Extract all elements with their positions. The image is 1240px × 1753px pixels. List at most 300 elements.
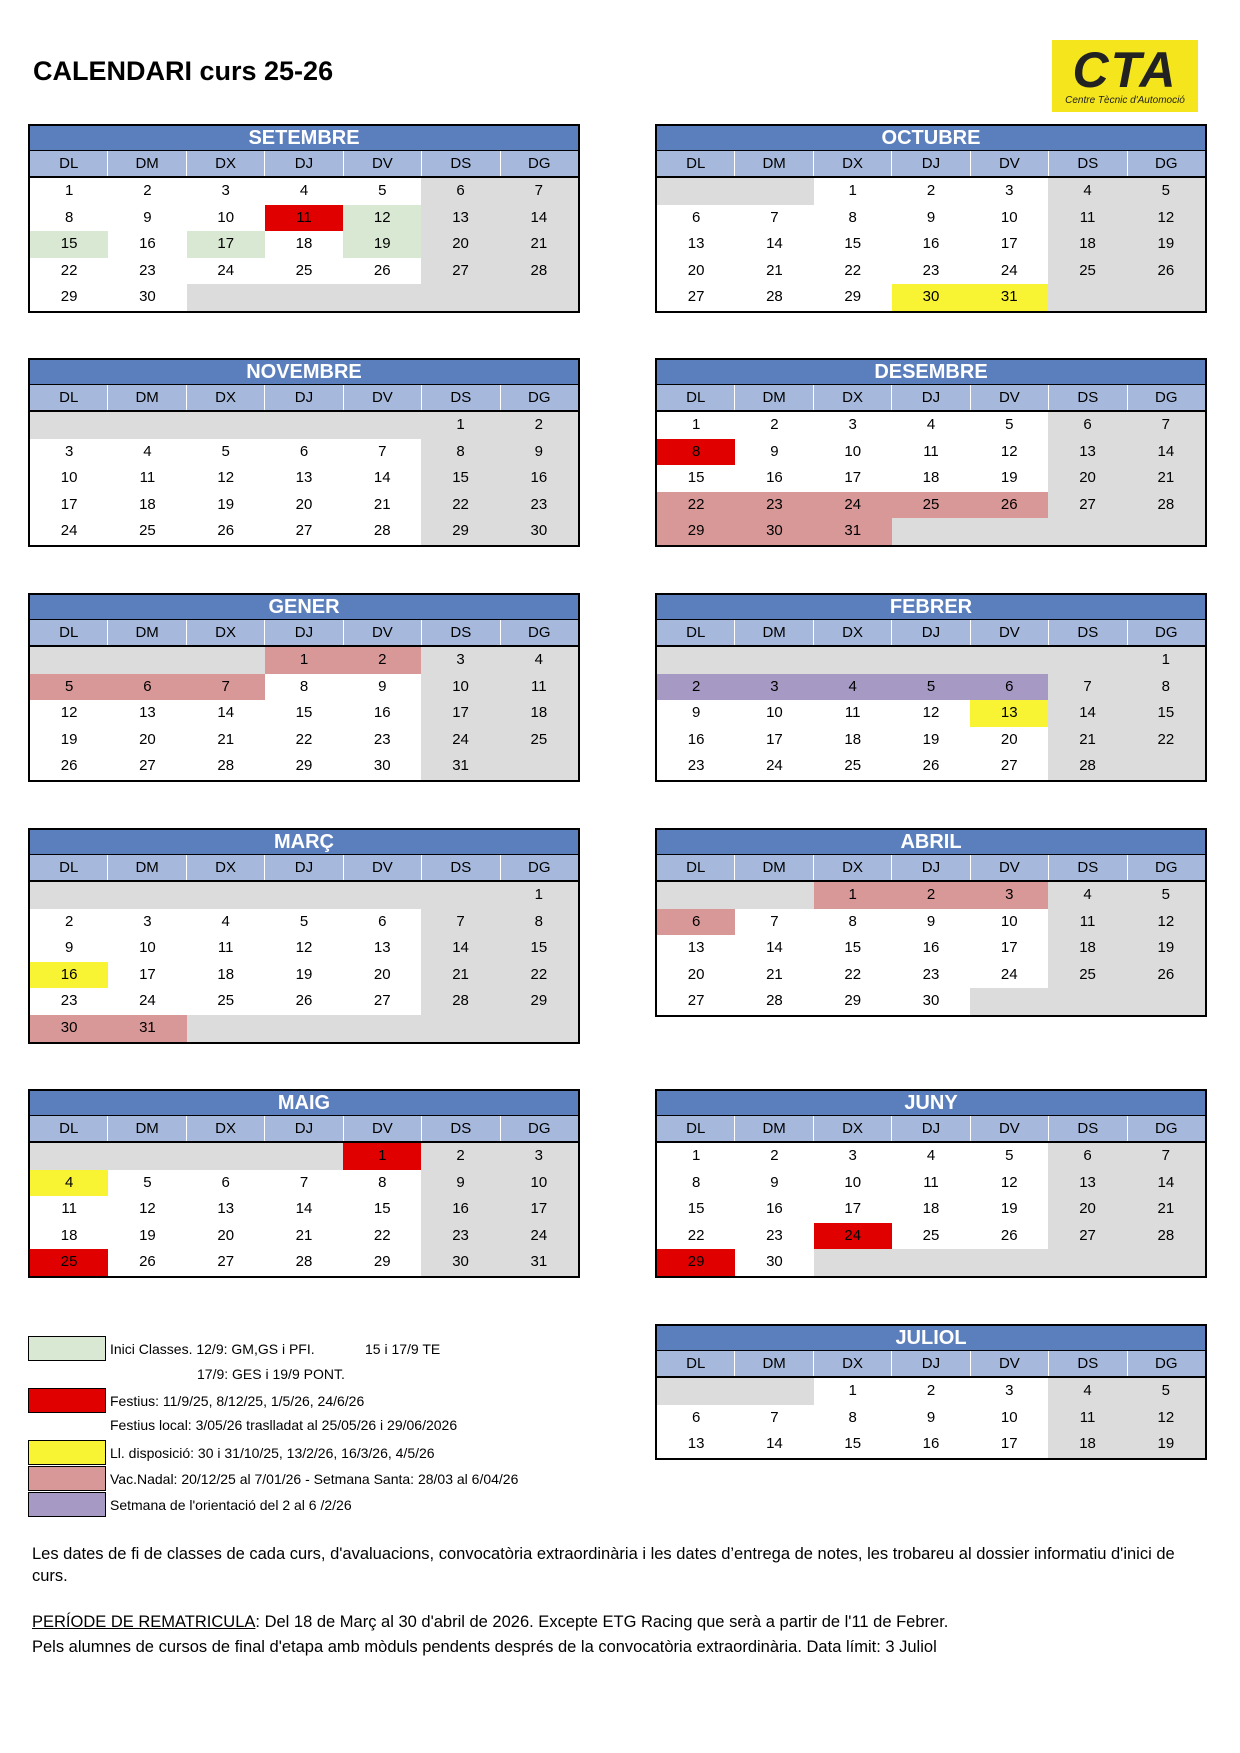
day-cell: 13 xyxy=(421,205,499,232)
day-cell: 16 xyxy=(373,704,391,722)
day-cell: 21 xyxy=(373,495,391,513)
weekday-dg: DG xyxy=(1127,855,1205,880)
day-cell: 13 xyxy=(1048,439,1126,466)
day-cell: 6 xyxy=(421,178,499,205)
day-cell: 14 xyxy=(1127,1170,1205,1197)
day-cell: 26 xyxy=(139,1253,156,1271)
empty-cell xyxy=(657,882,735,909)
day-cell: 27 xyxy=(687,992,705,1010)
week-row xyxy=(657,1170,1205,1197)
week-row xyxy=(30,1223,578,1250)
day-cell: 23 xyxy=(500,492,578,519)
day-cell: 28 xyxy=(500,258,578,285)
day-cell: 12 xyxy=(1127,1405,1205,1432)
weekday-dl: DL xyxy=(686,389,706,406)
day-cell: 15 xyxy=(295,704,313,722)
day-cell: 20 xyxy=(1000,730,1018,748)
day-cell: 4 xyxy=(221,912,230,930)
day-cell: 8 xyxy=(64,208,74,226)
day-cell: 23 xyxy=(687,757,705,775)
rematricula-label: PERÍODE DE REMATRICULA xyxy=(32,1613,256,1631)
weekday-dg: DG xyxy=(1127,1351,1205,1376)
day-cell: 10 xyxy=(421,674,499,701)
empty-cell xyxy=(30,412,108,439)
weekday-ds: DS xyxy=(1048,151,1126,176)
weekday-dg: DG xyxy=(1127,1116,1205,1141)
day-cell: 14 xyxy=(500,205,578,232)
week-row xyxy=(657,1405,1205,1432)
empty-cell xyxy=(657,178,735,205)
day-cell: 2 xyxy=(926,1382,936,1399)
day-cell: 18 xyxy=(500,700,578,727)
day-cell: 21 xyxy=(500,231,578,258)
day-cell: 10 xyxy=(1000,208,1018,226)
day-cell: 6 xyxy=(691,208,701,226)
day-cell: 3 xyxy=(143,912,152,930)
day-cell: 4 xyxy=(143,442,152,460)
weekday-dl: DL xyxy=(59,389,79,406)
week-row xyxy=(30,988,578,1015)
day-cell: 22 xyxy=(1127,727,1205,754)
day-cell: 3 xyxy=(848,416,857,433)
week-row xyxy=(30,647,578,674)
week-row xyxy=(30,258,578,285)
empty-cell xyxy=(814,647,892,674)
day-cell: 12 xyxy=(217,469,235,487)
day-cell: 16 xyxy=(766,1200,783,1218)
day-cell: 20 xyxy=(687,261,705,279)
day-cell: 5 xyxy=(1005,1147,1014,1164)
weekday-header xyxy=(657,1116,1205,1143)
day-cell: 12 xyxy=(1000,442,1018,460)
day-cell: 24 xyxy=(217,261,235,279)
weekday-dv: DV xyxy=(970,620,1048,645)
day-cell: 22 xyxy=(687,1226,705,1244)
weekday-ds: DS xyxy=(421,855,499,880)
weekday-dj: DJ xyxy=(891,855,969,880)
month-gener xyxy=(28,593,580,782)
day-cell: 4 xyxy=(926,416,936,433)
legend-vacation: Vac.Nadal: 20/12/25 al 7/01/26 - Setmana Santa: 28/03 al 6/04/26 xyxy=(110,1471,519,1487)
empty-cell xyxy=(1048,647,1126,674)
weekday-dv: DV xyxy=(343,855,421,880)
week-row xyxy=(30,1015,578,1042)
day-cell: 18 xyxy=(844,730,862,748)
day-cell: 31 xyxy=(970,284,1048,311)
day-cell: 29 xyxy=(844,288,862,306)
day-cell: 15 xyxy=(30,231,108,258)
empty-cell xyxy=(735,882,813,909)
weekday-header xyxy=(657,1351,1205,1378)
day-cell: 4 xyxy=(299,182,309,199)
day-cell: 20 xyxy=(687,965,705,983)
weekday-dm: DM xyxy=(107,855,185,880)
day-cell: 27 xyxy=(1000,757,1018,775)
month-març xyxy=(28,828,580,1044)
day-cell: 25 xyxy=(500,727,578,754)
day-cell: 5 xyxy=(143,1173,152,1191)
empty-cell xyxy=(970,1249,1048,1276)
week-row xyxy=(30,492,578,519)
week-row xyxy=(657,909,1205,936)
day-cell: 2 xyxy=(892,882,970,909)
day-cell: 24 xyxy=(1000,261,1018,279)
day-cell: 24 xyxy=(500,1223,578,1250)
day-cell: 7 xyxy=(770,912,779,930)
day-cell: 16 xyxy=(922,1435,940,1453)
day-cell: 17 xyxy=(187,231,265,258)
week-row xyxy=(657,700,1205,727)
day-cell: 20 xyxy=(1048,1196,1126,1223)
day-cell: 13 xyxy=(373,939,391,957)
day-cell: 31 xyxy=(421,753,499,780)
month-title: OCTUBRE xyxy=(657,126,1205,151)
weekday-dj: DJ xyxy=(264,151,342,176)
day-cell: 15 xyxy=(687,469,705,487)
weekday-header xyxy=(30,1116,578,1143)
day-cell: 2 xyxy=(770,416,779,433)
day-cell: 26 xyxy=(1127,962,1205,989)
weekday-dj: DJ xyxy=(891,1351,969,1376)
day-cell: 9 xyxy=(143,208,152,226)
week-row xyxy=(30,962,578,989)
day-cell: 4 xyxy=(814,674,892,701)
day-cell: 10 xyxy=(1000,1408,1018,1426)
day-cell: 1 xyxy=(64,182,74,199)
week-row xyxy=(657,753,1205,780)
weekday-dj: DJ xyxy=(891,620,969,645)
empty-cell xyxy=(970,647,1048,674)
week-row xyxy=(657,1431,1205,1458)
empty-cell xyxy=(892,647,970,674)
day-cell: 18 xyxy=(1048,1431,1126,1458)
day-cell: 4 xyxy=(1048,1378,1126,1405)
day-cell: 19 xyxy=(343,231,421,258)
weekday-dv: DV xyxy=(343,1116,421,1141)
day-cell: 16 xyxy=(30,962,108,989)
week-row xyxy=(657,1196,1205,1223)
weekday-ds: DS xyxy=(421,620,499,645)
day-cell: 21 xyxy=(421,962,499,989)
weekday-header xyxy=(657,855,1205,882)
day-cell: 13 xyxy=(687,1435,705,1453)
day-cell: 23 xyxy=(922,965,940,983)
day-cell: 2 xyxy=(926,182,936,199)
day-cell: 19 xyxy=(1000,1200,1018,1218)
day-cell: 1 xyxy=(1127,647,1205,674)
month-abril xyxy=(655,828,1207,1017)
week-row xyxy=(657,465,1205,492)
day-cell: 30 xyxy=(421,1249,499,1276)
day-cell: 11 xyxy=(844,704,861,722)
day-cell: 12 xyxy=(1000,1173,1018,1191)
empty-cell xyxy=(187,1143,265,1170)
day-cell: 1 xyxy=(848,1382,857,1399)
week-row xyxy=(30,231,578,258)
day-cell: 25 xyxy=(1048,962,1126,989)
day-cell: 14 xyxy=(1127,439,1205,466)
weekday-dv: DV xyxy=(970,151,1048,176)
day-cell: 9 xyxy=(64,939,74,957)
weekday-dl: DL xyxy=(59,859,79,876)
day-cell: 4 xyxy=(1048,178,1126,205)
day-cell: 21 xyxy=(766,965,783,983)
day-cell: 6 xyxy=(657,909,735,936)
empty-cell xyxy=(1048,988,1126,1015)
cta-logo xyxy=(1052,40,1198,112)
month-desembre xyxy=(655,358,1207,547)
month-juny xyxy=(655,1089,1207,1278)
day-cell: 19 xyxy=(1000,469,1018,487)
day-cell: 10 xyxy=(766,704,783,722)
empty-cell xyxy=(892,1249,970,1276)
empty-cell xyxy=(265,412,343,439)
week-row xyxy=(30,284,578,311)
weekday-dv: DV xyxy=(970,1116,1048,1141)
weekday-ds: DS xyxy=(1048,855,1126,880)
day-cell: 9 xyxy=(421,1170,499,1197)
day-cell: 3 xyxy=(64,442,74,460)
day-cell: 18 xyxy=(60,1226,78,1244)
day-cell: 6 xyxy=(970,674,1048,701)
day-cell: 1 xyxy=(814,882,892,909)
empty-cell xyxy=(892,518,970,545)
weekday-dm: DM xyxy=(107,151,185,176)
week-row xyxy=(657,935,1205,962)
day-cell: 14 xyxy=(1048,700,1126,727)
day-cell: 21 xyxy=(217,730,235,748)
day-cell: 13 xyxy=(970,700,1048,727)
day-cell: 7 xyxy=(299,1173,309,1191)
week-row xyxy=(30,178,578,205)
week-row xyxy=(30,674,578,701)
day-cell: 9 xyxy=(926,1408,936,1426)
day-cell: 9 xyxy=(378,677,387,695)
day-cell: 16 xyxy=(421,1196,499,1223)
day-cell: 3 xyxy=(1005,1382,1014,1399)
empty-cell xyxy=(343,1015,421,1042)
note-dossier: Les dates de fi de classes de cada curs, d'avaluacions, convocatòria extraordinària i les dates d’entrega de notes, les trobareu al dossier informatiu d'inici de curs. xyxy=(32,1545,1175,1585)
day-cell: 27 xyxy=(687,288,705,306)
day-cell: 3 xyxy=(421,647,499,674)
day-cell: 18 xyxy=(217,965,235,983)
empty-cell xyxy=(265,1015,343,1042)
day-cell: 13 xyxy=(1048,1170,1126,1197)
empty-cell xyxy=(421,284,499,311)
day-cell: 17 xyxy=(500,1196,578,1223)
day-cell: 22 xyxy=(295,730,313,748)
empty-cell xyxy=(265,1143,343,1170)
empty-cell xyxy=(1127,518,1205,545)
weekday-dj: DJ xyxy=(264,855,342,880)
day-cell: 14 xyxy=(295,1200,313,1218)
weekday-dl: DL xyxy=(686,624,706,641)
day-cell: 19 xyxy=(139,1226,156,1244)
day-cell: 24 xyxy=(1000,965,1018,983)
day-cell: 1 xyxy=(691,416,701,433)
weekday-dx: DX xyxy=(813,151,891,176)
empty-cell xyxy=(108,412,186,439)
empty-cell xyxy=(970,988,1048,1015)
weekday-dm: DM xyxy=(734,620,812,645)
day-cell: 7 xyxy=(770,1408,779,1426)
day-cell: 28 xyxy=(766,992,783,1010)
day-cell: 26 xyxy=(217,522,235,540)
day-cell: 7 xyxy=(1127,412,1205,439)
day-cell: 14 xyxy=(421,935,499,962)
day-cell: 12 xyxy=(295,939,313,957)
weekday-dg: DG xyxy=(500,1116,578,1141)
day-cell: 15 xyxy=(500,935,578,962)
day-cell: 22 xyxy=(844,261,862,279)
day-cell: 19 xyxy=(922,730,940,748)
day-cell: 2 xyxy=(657,674,735,701)
legend-start-classes-2: 17/9: GES i 19/9 PONT. xyxy=(197,1366,345,1382)
day-cell: 10 xyxy=(217,208,235,226)
day-cell: 15 xyxy=(844,939,862,957)
day-cell: 23 xyxy=(60,992,78,1010)
weekday-dl: DL xyxy=(59,624,79,641)
day-cell: 1 xyxy=(421,412,499,439)
weekday-dm: DM xyxy=(734,1351,812,1376)
day-cell: 13 xyxy=(217,1200,235,1218)
month-title: JULIOL xyxy=(657,1326,1205,1351)
weekday-dl: DL xyxy=(59,155,79,172)
weekday-dx: DX xyxy=(186,855,264,880)
day-cell: 6 xyxy=(299,442,309,460)
day-cell: 5 xyxy=(1127,1378,1205,1405)
weekday-dx: DX xyxy=(186,620,264,645)
day-cell: 29 xyxy=(657,518,735,545)
day-cell: 20 xyxy=(421,231,499,258)
weekday-ds: DS xyxy=(1048,620,1126,645)
day-cell: 22 xyxy=(844,965,862,983)
weekday-dj: DJ xyxy=(891,1116,969,1141)
empty-cell xyxy=(1048,518,1126,545)
day-cell: 24 xyxy=(60,522,78,540)
day-cell: 2 xyxy=(143,182,152,199)
day-cell: 29 xyxy=(500,988,578,1015)
day-cell: 13 xyxy=(295,469,313,487)
day-cell: 26 xyxy=(60,757,78,775)
day-cell: 30 xyxy=(500,518,578,545)
weekday-header xyxy=(657,385,1205,412)
day-cell: 13 xyxy=(687,939,705,957)
weekday-dl: DL xyxy=(686,1120,706,1137)
weekday-header xyxy=(657,620,1205,647)
day-cell: 24 xyxy=(421,727,499,754)
month-maig xyxy=(28,1089,580,1278)
week-row xyxy=(657,439,1205,466)
day-cell: 20 xyxy=(295,495,313,513)
day-cell: 7 xyxy=(500,178,578,205)
empty-cell xyxy=(421,1015,499,1042)
day-cell: 25 xyxy=(844,757,862,775)
legend-swatch-vacation xyxy=(28,1466,106,1491)
empty-cell xyxy=(108,1143,186,1170)
day-cell: 8 xyxy=(657,439,735,466)
day-cell: 11 xyxy=(923,1173,939,1191)
day-cell: 28 xyxy=(217,757,235,775)
day-cell: 19 xyxy=(1127,231,1205,258)
weekday-dv: DV xyxy=(970,855,1048,880)
weekday-header xyxy=(30,855,578,882)
day-cell: 26 xyxy=(373,261,391,279)
day-cell: 5 xyxy=(221,442,230,460)
day-cell: 29 xyxy=(373,1253,391,1271)
day-cell: 11 xyxy=(61,1200,77,1218)
day-cell: 19 xyxy=(1127,1431,1205,1458)
week-row xyxy=(657,1143,1205,1170)
weekday-dl: DL xyxy=(686,155,706,172)
day-cell: 18 xyxy=(922,469,940,487)
weekday-dj: DJ xyxy=(264,385,342,410)
day-cell: 5 xyxy=(1127,178,1205,205)
day-cell: 29 xyxy=(60,288,78,306)
day-cell: 30 xyxy=(30,1015,108,1042)
empty-cell xyxy=(657,1378,735,1405)
day-cell: 28 xyxy=(1127,1223,1205,1250)
day-cell: 21 xyxy=(1127,465,1205,492)
logo-subtitle: Centre Tècnic d'Automoció xyxy=(1065,95,1185,106)
month-setembre xyxy=(28,124,580,313)
day-cell: 20 xyxy=(139,730,156,748)
day-cell: 14 xyxy=(766,939,783,957)
day-cell: 25 xyxy=(1048,258,1126,285)
day-cell: 19 xyxy=(295,965,313,983)
weekday-dv: DV xyxy=(343,620,421,645)
empty-cell xyxy=(500,284,578,311)
week-row xyxy=(657,962,1205,989)
empty-cell xyxy=(500,1015,578,1042)
day-cell: 18 xyxy=(922,1200,940,1218)
day-cell: 16 xyxy=(139,235,156,253)
page-title: CALENDARI curs 25-26 xyxy=(33,56,334,86)
day-cell: 16 xyxy=(922,235,940,253)
day-cell: 6 xyxy=(221,1173,230,1191)
weekday-ds: DS xyxy=(421,151,499,176)
empty-cell xyxy=(735,1378,813,1405)
legend-start-classes-te: 15 i 17/9 TE xyxy=(365,1341,441,1357)
day-cell: 5 xyxy=(1127,882,1205,909)
month-title: FEBRER xyxy=(657,595,1205,620)
note-final-stage: Pels alumnes de cursos de final d'etapa amb mòduls pendents després de la convocatòria extraordinària. Data límit: 3 Juliol xyxy=(32,1638,937,1656)
day-cell: 15 xyxy=(421,465,499,492)
day-cell: 31 xyxy=(814,518,892,545)
month-title: JUNY xyxy=(657,1091,1205,1116)
month-title: MARÇ xyxy=(30,830,578,855)
day-cell: 8 xyxy=(1127,674,1205,701)
day-cell: 21 xyxy=(1048,727,1126,754)
day-cell: 22 xyxy=(421,492,499,519)
week-row xyxy=(657,231,1205,258)
weekday-ds: DS xyxy=(421,1116,499,1141)
day-cell: 17 xyxy=(60,495,78,513)
day-cell: 26 xyxy=(922,757,940,775)
day-cell: 23 xyxy=(421,1223,499,1250)
day-cell: 26 xyxy=(1127,258,1205,285)
day-cell: 7 xyxy=(1127,1143,1205,1170)
day-cell: 5 xyxy=(378,182,387,199)
empty-cell xyxy=(108,647,186,674)
day-cell: 16 xyxy=(500,465,578,492)
weekday-dg: DG xyxy=(500,385,578,410)
day-cell: 23 xyxy=(139,261,156,279)
empty-cell xyxy=(1048,1249,1126,1276)
weekday-dv: DV xyxy=(970,1351,1048,1376)
day-cell: 28 xyxy=(1127,492,1205,519)
day-cell: 30 xyxy=(373,757,391,775)
